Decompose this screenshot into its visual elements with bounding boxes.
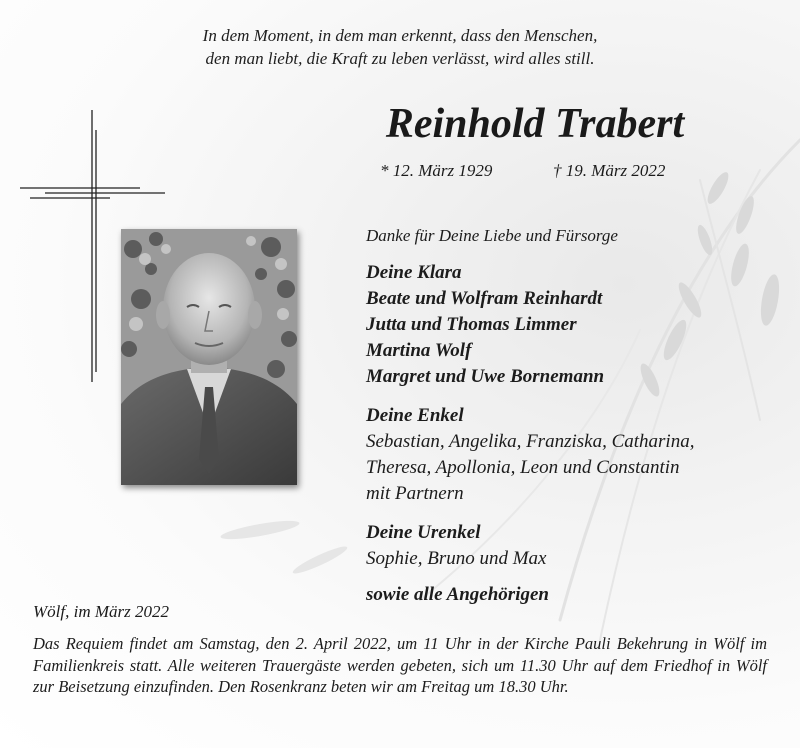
- grandchildren-heading: Deine Enkel: [366, 405, 464, 426]
- deceased-name: Reinhold Trabert: [385, 101, 685, 147]
- grandchildren-line: Sebastian, Angelika, Franziska, Catharina,: [366, 431, 695, 452]
- grandchildren-line: mit Partnern: [366, 483, 464, 504]
- birth-date: * 12. März 1929: [380, 161, 493, 180]
- requiem-notice: Das Requiem findet am Samstag, den 2. April 2022, um 11 Uhr in der Kirche Pauli Bekehrung in Wölf im Familienkreis statt. Alle weiteren Trauergäste werden gebeten, sich um 11.30 Uhr auf dem Friedhof in Wölf zur Beisetzung einzufinden. Den Rosenkranz beten wir am Freitag um 18.30 Uhr.: [33, 634, 767, 696]
- grandchildren-section: [366, 403, 694, 507]
- family-member: Jutta und Thomas Limmer: [366, 314, 577, 335]
- great-grandchildren-section: [366, 520, 546, 572]
- family-member: Deine Klara: [366, 262, 462, 283]
- thanks-line: Danke für Deine Liebe und Fürsorge: [366, 226, 618, 245]
- family-list: [366, 260, 604, 390]
- place-date: Wölf, im März 2022: [33, 602, 169, 621]
- family-member: Margret und Uwe Bornemann: [366, 366, 605, 387]
- family-member: Martina Wolf: [366, 340, 472, 361]
- death-date: † 19. März 2022: [553, 161, 666, 180]
- family-member: Beate und Wolfram Reinhardt: [366, 288, 603, 309]
- opening-quote: [100, 24, 700, 70]
- grandchildren-line: Theresa, Apollonia, Leon und Constantin: [366, 457, 680, 478]
- quote-line-2: den man liebt, die Kraft zu leben verlässt, wird alles still.: [205, 49, 595, 68]
- great-grandchildren-heading: Deine Urenkel: [366, 522, 481, 543]
- portrait-photo: [121, 229, 297, 485]
- relatives-line: sowie alle Angehörigen: [366, 584, 549, 605]
- great-grandchildren-line: Sophie, Bruno und Max: [366, 548, 547, 569]
- quote-line-1: In dem Moment, in dem man erkennt, dass den Menschen,: [202, 26, 598, 45]
